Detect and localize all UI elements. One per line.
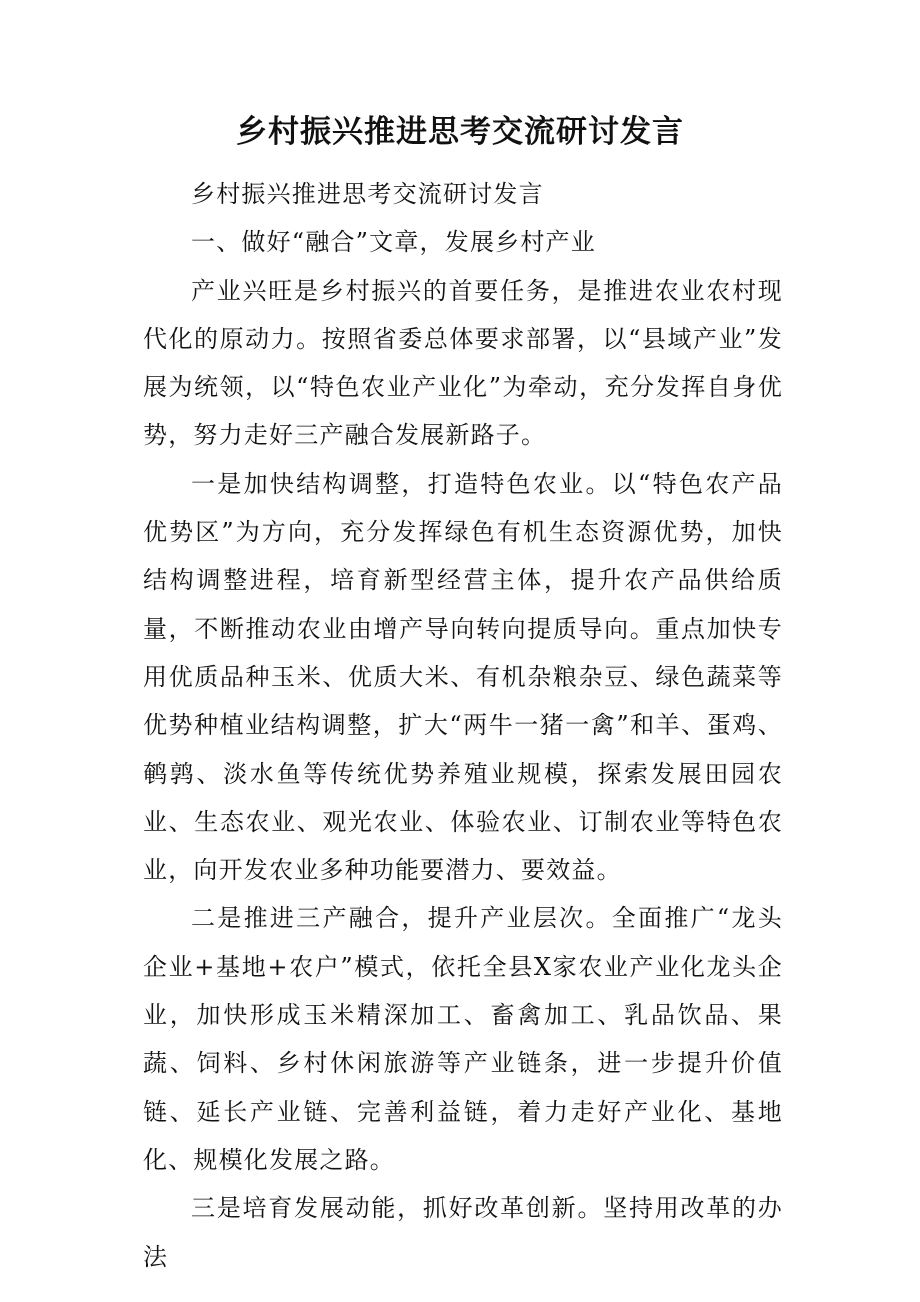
body-paragraph: 一是加快结构调整，打造特色农业。以“特色农产品优势区”为方向，充分发挥绿色有机生态资源优势，加快结构调整进程，培育新型经营主体，提升农产品供给质量，不断推动农业由增产导向转向提质导向。重点加快专用优质品种玉米、优质大米、有机杂粮杂豆、绿色蔬菜等优势种植业结构调整，扩大“两牛一猪一禽”和羊、蛋鸡、鹌鹑、淡水鱼等传统优势养殖业规模，探索发展田园农业、生态农业、观光农业、体验农业、订制农业等特色农业，向开发农业多种功能要潜力、要效益。 [143, 469, 783, 885]
body-paragraph: 二是推进三产融合，提升产业层次。全面推广“龙头企业+基地+农户”模式，依托全县X家农业产业化龙头企业，加快形成玉米精深加工、畜禽加工、乳品饮品、果蔬、饲料、乡村休闲旅游等产业链条，进一步提升价值链、延长产业链、完善利益链，着力走好产业化、基地化、规模化发展之路。 [143, 904, 783, 1174]
body-paragraph: 产业兴旺是乡村振兴的首要任务，是推进农业农村现代化的原动力。按照省委总体要求部署，以“县域产业”发展为统领，以“特色农业产业化”为牵动，充分发挥自身优势，努力走好三产融合发展新路子。 [143, 276, 783, 450]
document-body [143, 170, 783, 1281]
subtitle-paragraph: 乡村振兴推进思考交流研讨发言 [191, 180, 544, 208]
document-title: 乡村振兴推进思考交流研讨发言 [236, 114, 684, 150]
body-paragraph: 三是培育发展动能，抓好改革创新。坚持用改革的办法 [143, 1194, 783, 1271]
section-heading: 一、做好“融合”文章，发展乡村产业 [191, 228, 596, 257]
